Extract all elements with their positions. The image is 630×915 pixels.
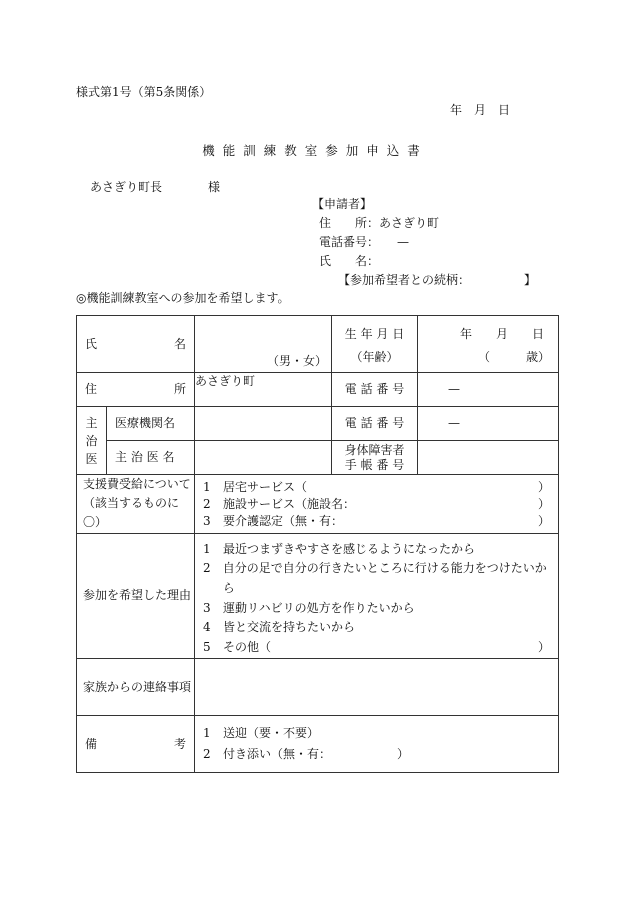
applicant-heading: 【申請者】	[312, 197, 373, 211]
reason-option: 1 最近つまずきやすさを感じるようになったから	[203, 541, 476, 556]
intro-text: ◎機能訓練教室への参加を希望します。	[76, 291, 290, 305]
support-option: 1 居宅サービス（ ）	[203, 480, 550, 494]
applicant-name: 氏 名：	[319, 254, 380, 268]
reason-option: 2 自分の足で自分の行きたいところに行ける能力をつけたいから	[203, 561, 547, 595]
row-address	[77, 373, 559, 407]
medical-label: 医療機関名	[107, 407, 195, 441]
remarks-options	[195, 715, 559, 772]
row-family	[77, 658, 559, 715]
doctor-phone-label: 電 話 番 号	[332, 407, 418, 441]
disability-label: 身体障害者 手 帳 番 号	[332, 441, 418, 475]
family-label: 家族からの連絡事項	[77, 658, 195, 715]
reason-options	[195, 533, 559, 658]
birth-value: 年 月 日 （ 歳）	[418, 316, 559, 373]
support-option: 2 施設サービス（施設名： ）	[203, 497, 550, 512]
row-name	[77, 316, 559, 373]
gender-text: （男・女）	[266, 353, 327, 368]
medical-value	[195, 407, 332, 441]
date-line: 年 月 日	[450, 103, 511, 117]
doctor-name-value	[195, 441, 332, 475]
row-support	[77, 475, 559, 534]
address-label: 住 所	[77, 373, 195, 407]
application-table	[76, 315, 559, 773]
name-value	[195, 316, 332, 373]
birth-label: 生 年 月 日 （年齢）	[332, 316, 418, 373]
disability-value	[418, 441, 559, 475]
support-label: 支援費受給について （該当するものに〇）	[77, 475, 195, 534]
reason-option: 4 皆と交流を持ちたいから	[203, 620, 356, 635]
row-reasons	[77, 533, 559, 658]
reason-label: 参加を希望した理由	[77, 533, 195, 658]
row-remarks	[77, 715, 559, 772]
phone-label: 電 話 番 号	[332, 373, 418, 407]
support-options	[195, 475, 559, 534]
name-label: 氏 名	[77, 316, 195, 373]
addressee-name: あさぎり町長	[90, 180, 163, 194]
family-value	[195, 658, 559, 715]
reason-option: 3 運動リハビリの処方を作りたいから	[203, 600, 415, 615]
addressee	[90, 180, 221, 194]
row-medical	[77, 407, 559, 441]
reason-option: 5 その他（ ）	[203, 639, 550, 654]
remarks-label: 備 考	[77, 715, 195, 772]
relation-line: 【参加希望者との続柄： 】	[338, 273, 537, 287]
applicant-address: 住 所：あさぎり町	[319, 216, 440, 230]
applicant-phone: 電話番号： —	[319, 235, 410, 249]
support-option: 3 要介護認定（無・有： ）	[203, 514, 550, 529]
remarks-option: 2 付き添い（無・有： ）	[203, 746, 410, 761]
doctor-phone-value: —	[418, 407, 559, 441]
page-title: 機能訓練教室参加申込書	[202, 143, 428, 158]
form-id: 様式第1号（第5条関係）	[76, 85, 212, 99]
address-value: あさぎり町	[195, 373, 332, 407]
remarks-option: 1 送迎（要・不要）	[203, 726, 320, 741]
addressee-suffix: 様	[208, 180, 221, 194]
doctor-name-label: 主 治 医 名	[107, 441, 195, 475]
doctor-group-label: 主治医	[77, 407, 107, 475]
phone-value: —	[418, 373, 559, 407]
row-doctor	[77, 441, 559, 475]
